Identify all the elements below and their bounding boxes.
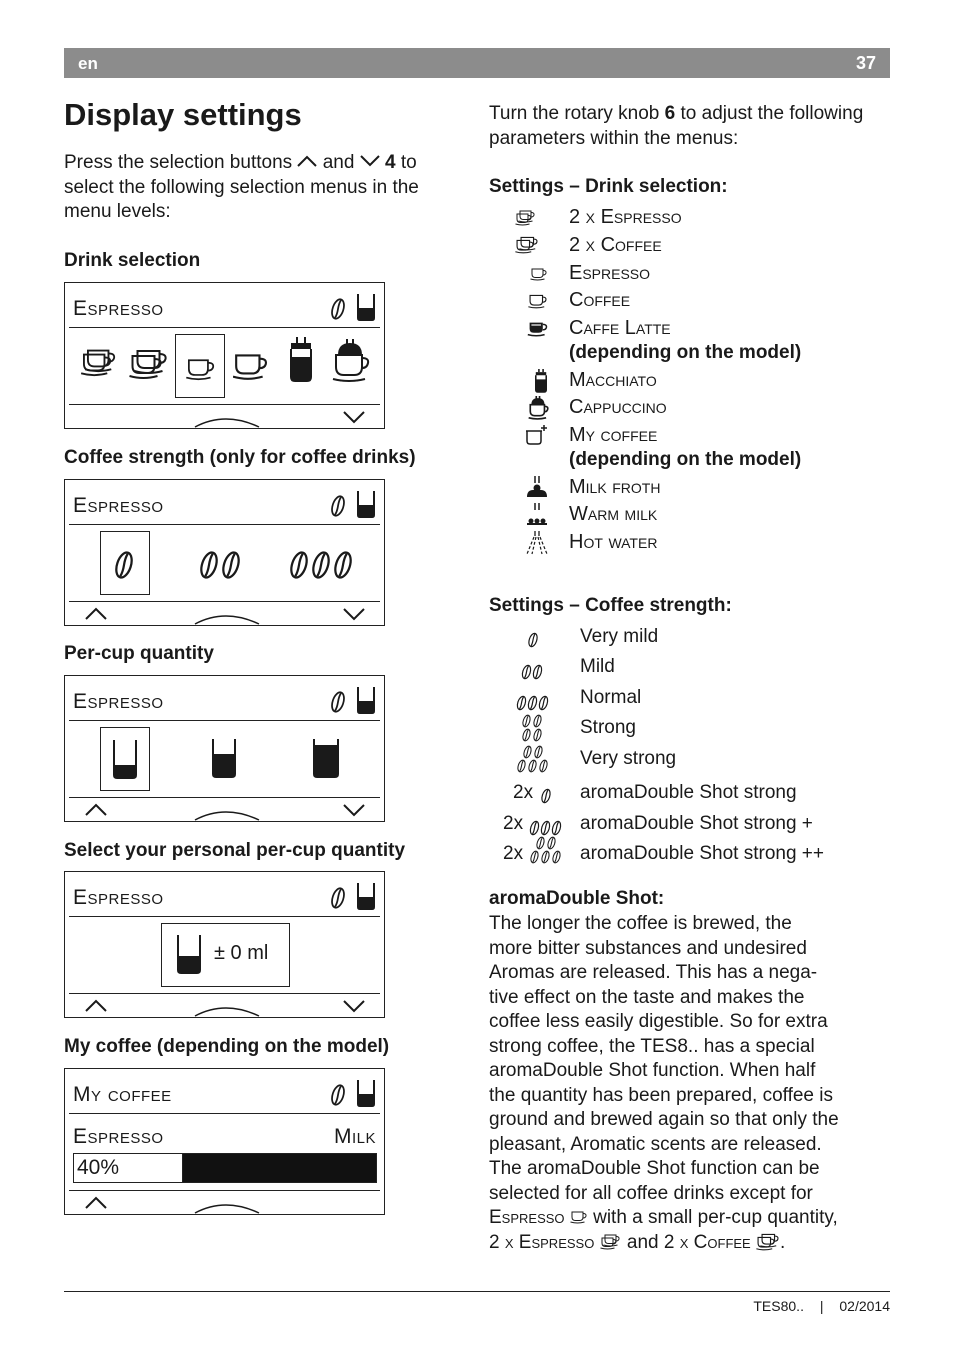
strength-label: aromaDouble Shot strong + <box>580 813 813 834</box>
strength-label: Very mild <box>580 626 659 647</box>
list-item <box>489 714 889 744</box>
glass-icon <box>356 490 376 518</box>
glass-icon <box>356 882 376 910</box>
two-beans-icon <box>521 664 545 680</box>
page-number: 37 <box>855 53 876 73</box>
aroma-with-text: with a small per-cup quantity, <box>593 1207 838 1228</box>
screen-my-coffee <box>64 1068 385 1215</box>
screen-bottom-bar <box>65 992 383 1018</box>
aroma-2x-espresso-text: 2 x Espresso <box>489 1232 595 1253</box>
quantity-adjust-box <box>161 923 290 987</box>
chevron-down-icon <box>343 411 365 423</box>
quantity-value: ± 0 ml <box>214 942 269 964</box>
screen-title: Espresso <box>73 690 164 713</box>
aroma-end-punct: . <box>780 1232 786 1253</box>
drink-label: Espresso <box>569 262 651 284</box>
coffee-bean-icon <box>331 886 345 910</box>
screen-title: Espresso <box>73 886 164 909</box>
screen-divider <box>69 720 380 721</box>
drink-label: Coffee <box>569 289 631 311</box>
drink-label: Warm milk <box>569 503 658 525</box>
aroma-line: The aromaDouble Shot function can be <box>489 1158 820 1179</box>
coffee-bean-icon <box>331 297 345 321</box>
intro-button-number: 4 <box>384 152 396 173</box>
selected-strength-box <box>100 531 150 595</box>
strength-label: Strong <box>580 717 636 738</box>
macchiato-icon <box>521 369 561 393</box>
aroma-exception-line-2 <box>489 1231 785 1256</box>
screen-title: My coffee <box>73 1083 172 1106</box>
aroma-line: tive effect on the taste and makes the <box>489 986 805 1008</box>
coffee-bean-icon <box>331 1083 345 1107</box>
drink-label: Macchiato <box>569 369 657 391</box>
language-label: en <box>78 54 98 73</box>
drink-list <box>489 206 889 566</box>
screen-drink-selection <box>64 282 385 429</box>
double-coffee-icon <box>515 234 555 254</box>
right-intro <box>489 102 869 151</box>
double-espresso-icon <box>600 1232 622 1250</box>
drink-label: 2 x Coffee <box>569 234 662 256</box>
intro-text-prefix: Turn the rotary knob <box>489 103 660 124</box>
intro-knob-number: 6 <box>664 103 676 124</box>
espresso-cup-icon <box>519 266 559 281</box>
warm-milk-icon <box>517 503 557 525</box>
ratio-percent: 40% <box>77 1156 120 1179</box>
page-title: Display settings <box>64 97 302 132</box>
footer-date: 02/2014 <box>839 1298 890 1314</box>
glass-icon <box>356 293 376 321</box>
three-beans-icon <box>516 695 552 711</box>
drink-settings-heading: Settings – Drink selection: <box>489 176 728 197</box>
three-beans-icon <box>289 550 361 580</box>
depending-note: (depending on the model) <box>569 342 802 363</box>
screen-divider <box>69 524 380 525</box>
coffee-cup-icon <box>233 349 269 381</box>
drink-label: 2 x Espresso <box>569 206 682 228</box>
double-shot-prefix: 2x <box>503 813 524 834</box>
three-beans-icon <box>529 820 565 836</box>
aroma-line: selected for all coffee drinks except for <box>489 1182 813 1204</box>
milk-froth-icon <box>517 476 557 498</box>
five-beans-icon <box>516 745 552 775</box>
cappuccino-icon <box>333 339 371 383</box>
aroma-line: strong coffee, the TES8.. has a special <box>489 1035 815 1057</box>
left-intro <box>64 151 464 225</box>
footer-divider <box>64 1291 890 1292</box>
screen-title: Espresso <box>73 297 164 320</box>
drink-label: Hot water <box>569 531 658 553</box>
cappuccino-icon <box>519 396 559 420</box>
aroma-paragraph <box>489 912 889 1206</box>
screen-divider <box>69 916 380 917</box>
chevron-down-icon <box>343 804 365 816</box>
screen-title: Espresso <box>73 494 164 517</box>
drink-label: Caffe Latte <box>569 317 671 339</box>
screen-personal-quantity <box>64 871 385 1018</box>
chevron-up-icon <box>85 804 107 816</box>
coffee-bean-icon <box>331 690 345 714</box>
chevron-down-icon <box>343 608 365 620</box>
footer-separator: | <box>819 1298 824 1314</box>
espresso-cup-icon <box>186 355 216 381</box>
aroma-and-text: and <box>626 1232 659 1253</box>
coffee-cup-icon <box>518 292 558 309</box>
glass-icon <box>356 1079 376 1107</box>
aroma-line: pleasant, Aromatic scents are released. <box>489 1133 822 1155</box>
footer <box>753 1298 890 1314</box>
list-item <box>489 654 889 680</box>
screen-bottom-bar <box>65 1189 383 1215</box>
section-my-coffee: My coffee (depending on the model) <box>64 1036 390 1057</box>
macchiato-icon <box>287 337 315 383</box>
aroma-espresso-text: Espresso <box>489 1207 565 1228</box>
coffee-bean-icon <box>527 632 539 648</box>
drink-label: Cappuccino <box>569 396 667 418</box>
caffe-latte-icon <box>518 319 558 337</box>
aroma-line: coffee less easily digestible. So for extra <box>489 1011 828 1032</box>
section-coffee-strength: Coffee strength (only for coffee drinks) <box>64 447 416 468</box>
strength-list <box>489 624 889 874</box>
strength-label: aromaDouble Shot strong ++ <box>580 843 824 864</box>
aroma-line: aromaDouble Shot function. When half <box>489 1060 816 1081</box>
ratio-right-label: Milk <box>333 1125 376 1148</box>
medium-quantity-icon <box>211 738 237 778</box>
list-item <box>489 624 889 650</box>
glass-quantity-icon <box>176 934 202 974</box>
aroma-line: more bitter substances and undesired <box>489 937 807 959</box>
aroma-line: The longer the coffee is brewed, the <box>489 913 792 934</box>
screen-bottom-bar <box>65 796 383 822</box>
screen-bottom-bar <box>65 600 383 626</box>
intro-text-suffix: to adjust the following parameters within the menus: <box>489 103 864 149</box>
five-beans-icon <box>529 836 565 866</box>
double-coffee-icon <box>129 345 169 381</box>
espresso-cup-icon <box>570 1209 588 1224</box>
ratio-bar[interactable] <box>73 1153 377 1183</box>
large-quantity-icon <box>312 738 340 778</box>
double-espresso-icon <box>81 345 117 379</box>
aroma-line: the quantity has been prepared, coffee is <box>489 1084 834 1106</box>
intro-text-prefix: Press the selection buttons <box>64 152 293 173</box>
screen-divider <box>69 327 380 328</box>
aroma-exception-line-1 <box>489 1206 838 1231</box>
selected-drink-box <box>175 334 225 398</box>
aroma-line: Aromas are released. This has a nega- <box>489 962 818 983</box>
screen-divider <box>69 1113 380 1114</box>
list-item <box>489 745 889 775</box>
four-beans-icon <box>521 714 545 744</box>
chevron-down-icon <box>360 155 380 167</box>
glass-icon <box>356 686 376 714</box>
strength-label: Very strong <box>580 748 677 769</box>
intro-text-and: and <box>322 152 355 173</box>
strength-label: Mild <box>580 656 615 677</box>
double-shot-prefix: 2x <box>513 782 534 803</box>
coffee-bean-icon <box>331 494 345 518</box>
ratio-left-label: Espresso <box>73 1125 164 1148</box>
chevron-up-icon <box>85 1197 107 1209</box>
section-personal-per-cup: Select your personal per-cup quantity <box>64 840 406 861</box>
section-per-cup: Per-cup quantity <box>64 643 214 664</box>
aroma-line: ground and brewed again so that only the <box>489 1109 839 1130</box>
drink-label: Milk froth <box>569 476 661 498</box>
chevron-up-icon <box>85 608 107 620</box>
two-beans-icon <box>199 550 247 580</box>
small-quantity-icon <box>112 739 138 779</box>
header-bar <box>64 48 890 78</box>
chevron-down-icon <box>343 1000 365 1012</box>
chevron-up-icon <box>297 155 317 167</box>
section-drink-selection: Drink selection <box>64 250 201 271</box>
double-espresso-icon <box>515 208 555 226</box>
screen-coffee-strength <box>64 479 385 626</box>
screen-bottom-bar <box>65 403 383 429</box>
chevron-up-icon <box>85 1000 107 1012</box>
list-item <box>489 685 889 711</box>
list-item <box>489 780 889 806</box>
aroma-heading: aromaDouble Shot: <box>489 888 665 909</box>
double-shot-prefix: 2x <box>503 843 524 864</box>
coffee-bean-icon <box>114 550 134 580</box>
strength-label: aromaDouble Shot strong <box>580 782 797 803</box>
strength-settings-heading: Settings – Coffee strength: <box>489 595 732 616</box>
coffee-bean-icon <box>540 788 552 804</box>
list-item <box>489 836 889 870</box>
hot-water-icon <box>517 531 557 555</box>
depending-note: (depending on the model) <box>569 449 802 470</box>
aroma-2x-coffee-text: 2 x Coffee <box>663 1232 751 1253</box>
intro-text-suffix: to select the following selection menus in the menu levels: <box>64 152 419 222</box>
my-coffee-icon <box>517 424 557 446</box>
footer-model: TES80.. <box>753 1298 804 1314</box>
selected-quantity-box <box>100 727 150 791</box>
strength-label: Normal <box>580 687 642 708</box>
drink-label: My coffee <box>569 424 658 446</box>
double-coffee-icon <box>756 1231 780 1251</box>
list-item <box>489 811 889 837</box>
screen-per-cup-quantity <box>64 675 385 822</box>
